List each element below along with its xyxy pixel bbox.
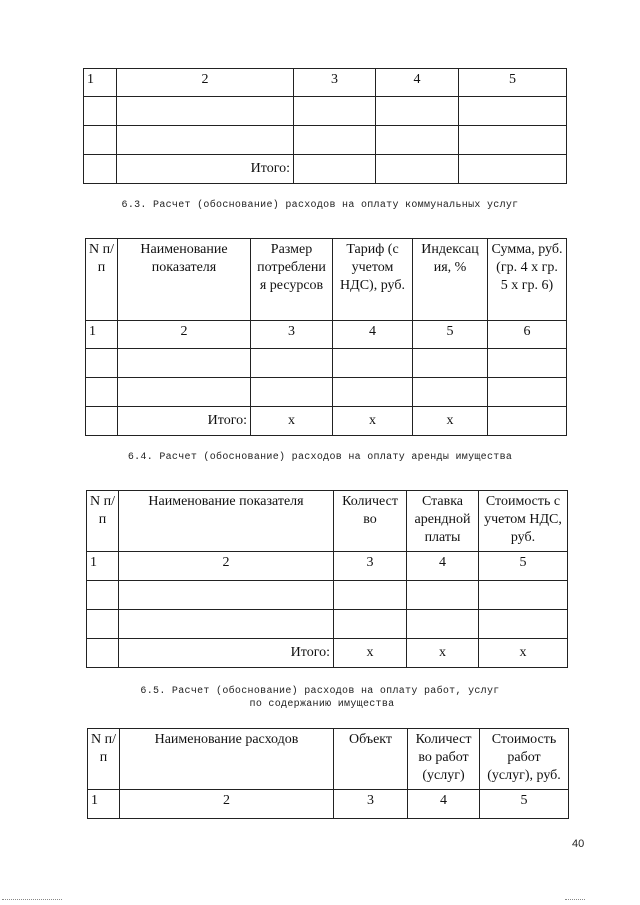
cell-number: 1 — [86, 321, 118, 349]
total-label: Итого: — [119, 639, 334, 668]
caption-line: 6.5. Расчет (обоснование) расходов на оплату работ, услуг — [140, 686, 500, 697]
header-cell: N п/п — [87, 491, 119, 552]
scan-artifact — [2, 899, 62, 901]
table-continuation — [83, 68, 567, 184]
header-cell: Наименование показателя — [119, 491, 334, 552]
section-caption-6-5 — [0, 685, 640, 711]
header-cell: Размер потреблени я ресурсов — [251, 239, 333, 321]
cell-number: 2 — [117, 69, 294, 97]
table-row — [86, 378, 567, 407]
total-label: Итого: — [117, 155, 294, 184]
cell-number: 1 — [84, 69, 117, 97]
cell-number: 3 — [334, 552, 407, 581]
cell-number: 3 — [294, 69, 376, 97]
header-cell: Ставка арендной платы — [407, 491, 479, 552]
cell-number: 1 — [88, 790, 120, 819]
table-row — [84, 126, 567, 155]
cell-number: 5 — [459, 69, 567, 97]
section-caption-6-4: 6.4. Расчет (обоснование) расходов на оплату аренды имущества — [127, 452, 513, 463]
cell-number: 5 — [480, 790, 569, 819]
cell-number: 1 — [87, 552, 119, 581]
header-cell: Наименование расходов — [120, 729, 334, 790]
table-maintenance — [87, 728, 569, 819]
header-cell: Количест во — [334, 491, 407, 552]
total-mark: x — [479, 639, 568, 668]
cell-number: 2 — [118, 321, 251, 349]
table-row — [84, 69, 567, 97]
cell-number: 4 — [333, 321, 413, 349]
table-utilities — [85, 238, 567, 436]
header-cell: Индексац ия, % — [413, 239, 488, 321]
total-mark: x — [333, 407, 413, 436]
caption-line: по содержанию имущества — [249, 699, 395, 710]
cell-number: 6 — [488, 321, 567, 349]
table-row — [86, 349, 567, 378]
table-header-row — [87, 491, 568, 552]
cell-number: 5 — [479, 552, 568, 581]
header-cell: Тариф (с учетом НДС), руб. — [333, 239, 413, 321]
table-rent — [86, 490, 568, 668]
section-caption-6-3: 6.3. Расчет (обоснование) расходов на оплату коммунальных услуг — [121, 200, 519, 211]
cell-number: 2 — [120, 790, 334, 819]
header-cell: Стоимость с учетом НДС, руб. — [479, 491, 568, 552]
total-label: Итого: — [118, 407, 251, 436]
total-mark: x — [251, 407, 333, 436]
header-cell: Стоимость работ (услуг), руб. — [480, 729, 569, 790]
table-row — [87, 610, 568, 639]
cell-number: 4 — [376, 69, 459, 97]
header-cell: Сумма, руб. (гр. 4 х гр. 5 х гр. 6) — [488, 239, 567, 321]
header-cell: N п/п — [88, 729, 120, 790]
table-row — [87, 552, 568, 581]
cell-number: 3 — [334, 790, 408, 819]
cell-number: 4 — [408, 790, 480, 819]
table-header-row — [86, 239, 567, 321]
page-number: 40 — [572, 838, 585, 850]
total-mark: x — [334, 639, 407, 668]
cell-number: 3 — [251, 321, 333, 349]
table-row — [84, 155, 567, 184]
table-row — [86, 321, 567, 349]
table-header-row — [88, 729, 569, 790]
cell-number: 4 — [407, 552, 479, 581]
scan-artifact — [565, 899, 585, 901]
total-mark: x — [407, 639, 479, 668]
cell-number: 5 — [413, 321, 488, 349]
header-cell: N п/п — [86, 239, 118, 321]
header-cell: Объект — [334, 729, 408, 790]
table-row — [84, 97, 567, 126]
table-row — [88, 790, 569, 819]
header-cell: Количест во работ (услуг) — [408, 729, 480, 790]
table-row — [87, 639, 568, 668]
table-row — [87, 581, 568, 610]
cell-number: 2 — [119, 552, 334, 581]
total-mark: x — [413, 407, 488, 436]
table-row — [86, 407, 567, 436]
header-cell: Наименование показателя — [118, 239, 251, 321]
